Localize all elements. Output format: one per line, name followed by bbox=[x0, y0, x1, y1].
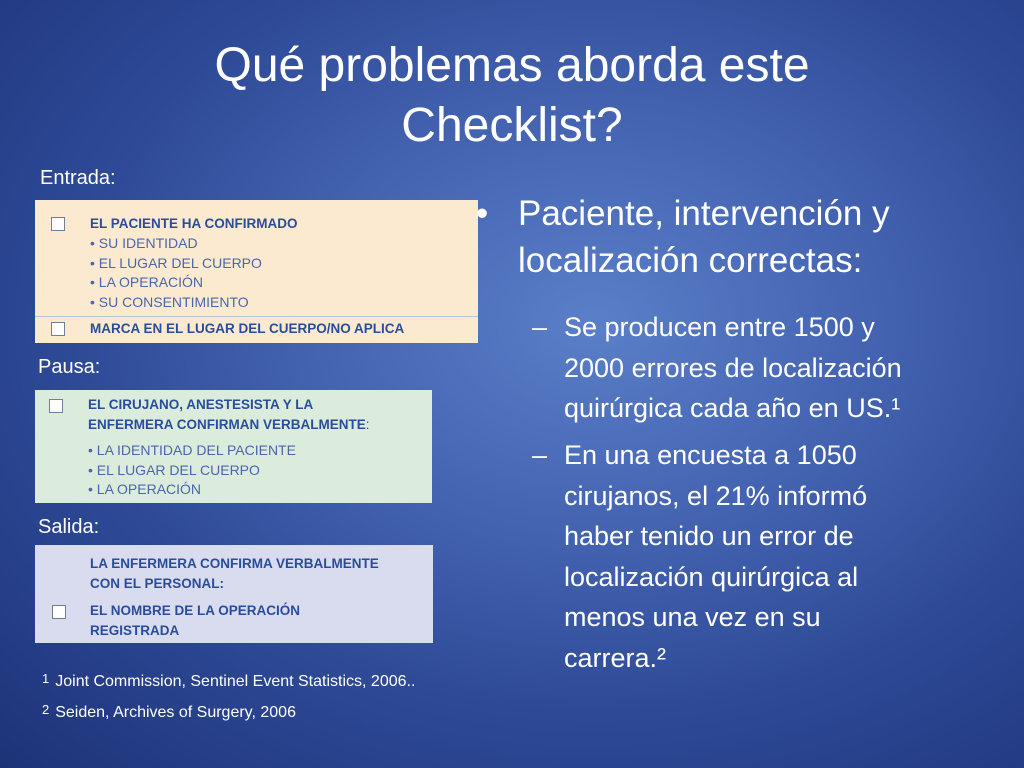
pausa-bullet: • LA IDENTIDAD DEL PACIENTE bbox=[88, 442, 296, 458]
sub-bullet-1-line: Se producen entre 1500 y bbox=[564, 312, 875, 342]
footnote-1 bbox=[42, 672, 415, 692]
pausa-heading-line-1: EL CIRUJANO, ANESTESISTA Y LA bbox=[88, 397, 314, 412]
pausa-heading-line-2: ENFERMERA CONFIRMAN VERBALMENTE bbox=[88, 417, 366, 432]
entrada-checklist-box bbox=[35, 200, 478, 343]
main-bullet-marker: • bbox=[476, 194, 489, 233]
entrada-bullet: • LA OPERACIÓN bbox=[90, 274, 204, 290]
sub-bullet-2-line: localización quirúrgica al bbox=[564, 561, 859, 592]
main-bullet-text bbox=[518, 190, 890, 284]
entrada-bullet: • SU CONSENTIMIENTO bbox=[90, 293, 249, 310]
sub-bullet-1-line: 2000 errores de localización bbox=[564, 352, 902, 383]
entrada-site-mark-item: MARCA EN EL LUGAR DEL CUERPO/NO APLICA bbox=[90, 321, 405, 336]
footnote-1-text: Joint Commission, Sentinel Event Statistics, 2006.. bbox=[55, 673, 416, 690]
slide-title-line-2: Checklist? bbox=[401, 99, 623, 152]
pausa-bullet-list bbox=[88, 441, 296, 500]
footnote-2-text: Seiden, Archives of Surgery, 2006 bbox=[55, 704, 296, 721]
entrada-bullet: • SU IDENTIDAD bbox=[90, 235, 198, 251]
sub-bullet-1-marker: – bbox=[532, 312, 548, 342]
entrada-checkbox-1[interactable] bbox=[51, 217, 65, 231]
salida-item bbox=[90, 601, 300, 641]
salida-label: Salida: bbox=[38, 516, 100, 538]
salida-heading-line-1: LA ENFERMERA CONFIRMA VERBALMENTE bbox=[90, 556, 379, 571]
pausa-heading bbox=[88, 395, 370, 435]
footnote-2-mark: 2 bbox=[42, 702, 50, 717]
sub-bullet-2-line: cirujanos, el 21% informó bbox=[564, 480, 868, 511]
salida-checkbox[interactable] bbox=[52, 605, 66, 619]
slide-title bbox=[80, 36, 944, 156]
sub-bullet-1-line: quirúrgica cada año en US.¹ bbox=[564, 393, 901, 423]
sub-bullet-2-marker: – bbox=[532, 440, 548, 470]
pausa-bullet: • EL LUGAR DEL CUERPO bbox=[88, 461, 260, 478]
pausa-label: Pausa: bbox=[38, 356, 101, 378]
salida-heading bbox=[90, 554, 379, 594]
pausa-heading-colon: : bbox=[365, 417, 370, 432]
entrada-divider bbox=[35, 316, 478, 317]
main-bullet-line-2: localización correctas: bbox=[518, 241, 863, 280]
entrada-checkbox-2[interactable] bbox=[51, 322, 65, 336]
salida-heading-line-2: CON EL PERSONAL: bbox=[90, 576, 225, 591]
pausa-bullet: • LA OPERACIÓN bbox=[88, 481, 202, 497]
pausa-checklist-box bbox=[35, 390, 432, 503]
sub-bullet-2-line: haber tenido un error de bbox=[564, 521, 854, 551]
slide-title-line-1: Qué problemas aborda este bbox=[214, 39, 810, 92]
entrada-heading: EL PACIENTE HA CONFIRMADO bbox=[90, 216, 298, 231]
sub-bullet-2-line: carrera.² bbox=[564, 642, 667, 673]
footnote-2 bbox=[42, 703, 296, 723]
salida-item-line-2: REGISTRADA bbox=[90, 623, 180, 638]
entrada-bullet: • EL LUGAR DEL CUERPO bbox=[90, 254, 262, 271]
sub-bullet-1-text bbox=[564, 307, 1002, 429]
salida-item-line-1: EL NOMBRE DE LA OPERACIÓN bbox=[90, 603, 301, 618]
entrada-bullet-list bbox=[90, 234, 262, 312]
sub-bullet-2-line: menos una vez en su bbox=[564, 602, 821, 632]
salida-checklist-box bbox=[35, 545, 433, 643]
footnote-1-mark: 1 bbox=[42, 671, 50, 686]
pausa-checkbox[interactable] bbox=[49, 399, 63, 413]
sub-bullet-2-line: En una encuesta a 1050 bbox=[564, 440, 857, 470]
entrada-label: Entrada: bbox=[40, 167, 116, 189]
sub-bullet-2-text bbox=[564, 435, 1002, 678]
main-bullet-line-1: Paciente, intervención y bbox=[518, 194, 890, 233]
